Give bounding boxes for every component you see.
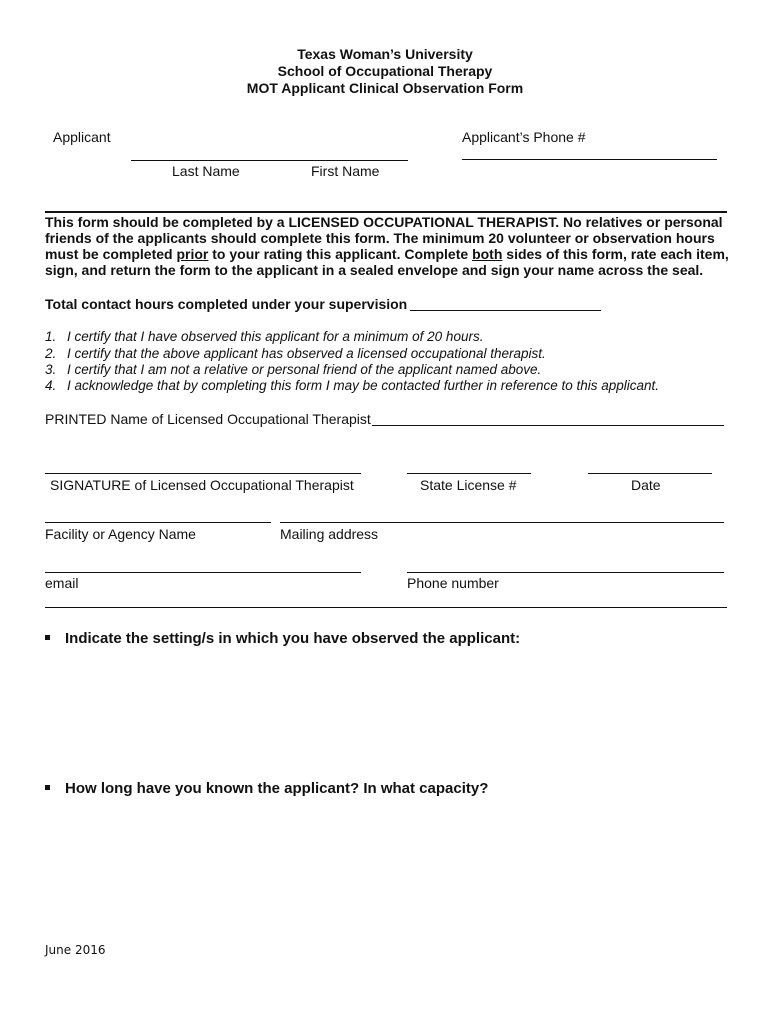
cert-2: 2. I certify that the above applicant has observed a licensed occupational therapist. [45,346,546,361]
applicant-name-line[interactable] [131,160,408,161]
question-setting: Indicate the setting/s in which you have observed the applicant: [45,630,520,647]
school-name: School of Occupational Therapy [277,63,493,79]
section-divider [45,211,727,213]
university-name: Texas Woman’s University [297,46,473,62]
hours-label: Total contact hours completed under your supervision [45,296,408,312]
date-line[interactable] [588,473,712,474]
phone-label: Phone number [407,575,499,591]
date-label: Date [631,477,661,493]
mailing-line[interactable] [280,522,724,523]
facility-line[interactable] [45,522,271,523]
applicant-phone-label: Applicant’s Phone # [462,129,586,145]
bullet-icon [45,785,50,790]
form-title: MOT Applicant Clinical Observation Form [246,80,524,96]
cert-1: 1. I certify that I have observed this applicant for a minimum of 20 hours. [45,329,484,344]
signature-label: SIGNATURE of Licensed Occupational Therapist [50,477,354,493]
email-line[interactable] [45,572,361,573]
license-line[interactable] [407,473,531,474]
first-name-label: First Name [311,163,380,179]
hours-line[interactable] [410,310,601,311]
email-label: email [45,575,79,591]
section-divider-2 [45,607,727,608]
last-name-label: Last Name [172,163,240,179]
cert-4: 4. I acknowledge that by completing this form I may be contacted further in reference to this applicant. [45,378,660,393]
phone-line[interactable] [407,572,724,573]
question-known: How long have you known the applicant? In what capacity? [45,780,488,797]
applicant-label: Applicant [53,129,111,145]
bullet-icon [45,635,50,640]
printed-name-line[interactable] [372,425,724,426]
facility-label: Facility or Agency Name [45,526,196,542]
footer-date: June 2016 [45,943,106,957]
signature-line[interactable] [45,473,361,474]
instructions-paragraph: This form should be completed by a LICENSED OCCUPATIONAL THERAPIST. No relatives or personal friends of the applicants should complete this form. The minimum 20 volunteer or observation hours must be completed prior to your rating this applicant. Complete both sides of this form, rate each item, sign, and return the form to the applicant in a sealed envelope and sign your name across the seal. [45,214,729,278]
applicant-phone-line[interactable] [462,159,717,160]
cert-3: 3. I certify that I am not a relative or personal friend of the applicant named above. [45,362,542,377]
license-label: State License # [420,477,517,493]
printed-name-label: PRINTED Name of Licensed Occupational Therapist [45,411,371,427]
mailing-label: Mailing address [280,526,379,542]
